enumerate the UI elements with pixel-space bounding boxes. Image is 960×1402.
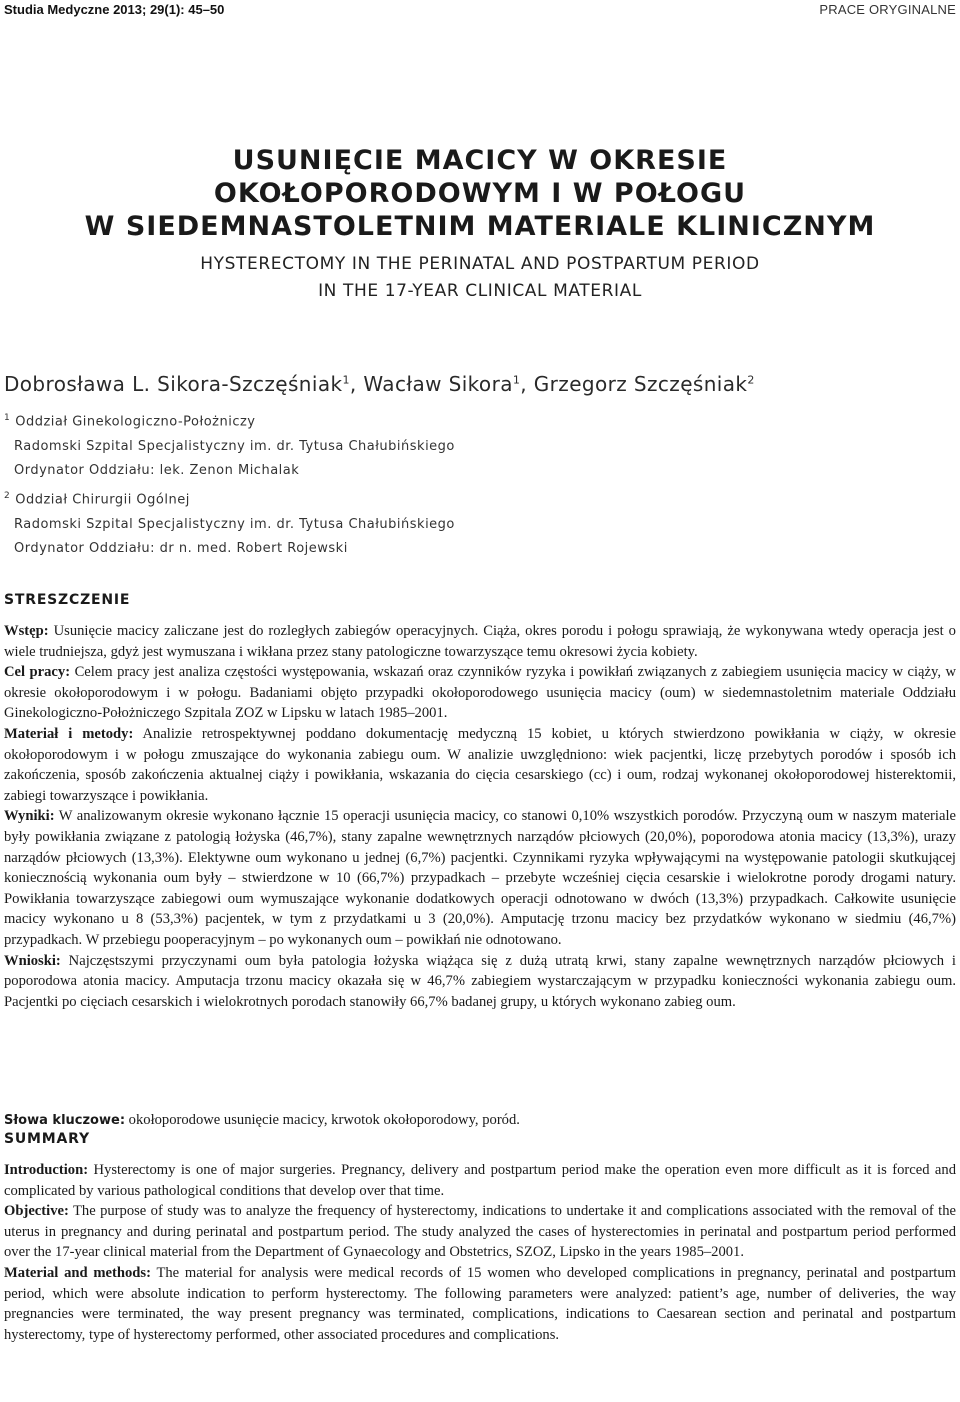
abstract-paragraph xyxy=(4,1201,956,1263)
author-separator: , xyxy=(349,372,364,396)
abstract-paragraph xyxy=(4,1263,956,1345)
title-polish xyxy=(0,144,960,243)
author-name: Wacław Sikora xyxy=(363,372,513,396)
author-list xyxy=(4,372,755,396)
paragraph-text: Usunięcie macicy zaliczane jest do rozległych zabiegów operacyjnych. Ciąża, okres porodu i połogu sprawiają, że wykonywana wtedy operacja jest o wiele trudniejsza, gdyż jest wymuszana i wikłana przez stany patologiczne towarzyszące temu okresowi życia kobiety. xyxy=(4,623,956,660)
title-line: W SIEDEMNASTOLETNIM MATERIALE KLINICZNYM xyxy=(84,211,876,242)
affiliation-text: Oddział Ginekologiczno-Położniczy xyxy=(15,414,256,430)
affiliation-mark: 1 xyxy=(4,413,11,423)
paragraph-text: W analizowanym okresie wykonano łącznie 15 operacji usunięcia macicy, co stanowi 0,10% wszystkich porodów. Przyczyną oum w naszym materiale były powikłania związane z patologią łożyska (46,7%), stany zapalne wewnętrznych narządów płciowych (20,0%), poporodowa atonia macicy (13,3%), urazy narządów płciowych (13,3%). Elektywne oum wykonano u jednej (6,7%) pacjentki. Czynnikami ryzyka wpływającymi na występowanie patologii skutkującej koniecznością wykonania oum były – stwierdzone w 10 (66,7%) przypadkach – przebyte wcześniej cięcia cesarskie i wielokrotne porody drogami natury. Powikłania towarzyszące zabiegowi oum wymuszające wykonanie dodatkowych operacji odnotowano w dwóch (13,3%) przypadkach. Całkowite usunięcie macicy wykonano u 8 (53,3%) pacjentek, w tym z przydatkami u 3 (20,0%). Amputację trzonu macicy bez przydatków wykonano w siedmiu (46,7%) przypadkach. W przebiegu pooperacyjnym – po wykonanych oum – powikłań nie odnotowano. xyxy=(4,808,956,948)
title-line: OKOŁOPORODOWYM I W POŁOGU xyxy=(213,178,747,209)
title-english xyxy=(0,251,960,305)
paragraph-label: Wstęp: xyxy=(4,623,49,639)
paragraph-label: Material and methods: xyxy=(4,1264,151,1281)
keywords-label: Słowa kluczowe: xyxy=(4,1113,126,1128)
summary-heading: SUMMARY xyxy=(4,1131,90,1147)
article-type: PRACE ORYGINALNE xyxy=(819,2,956,17)
summary-body xyxy=(4,1160,956,1345)
running-head xyxy=(4,2,956,17)
paragraph-text: The purpose of study was to analyze the frequency of hysterectomy, indications to undertake it and complications associated with the removal of the uterus in pregnancy and during perinatal and postpartum period. The study analyzed the cases of hysterectomies in perinatal and postpartum period performed over the 17-year clinical material from the Department of Gynaecology and Obstetrics, SZOZ, Lipsko in the years 1985–2001. xyxy=(4,1203,957,1261)
keywords-text: okołoporodowe usunięcie macicy, krwotok okołoporodowy, poród. xyxy=(128,1112,520,1128)
affiliation-line xyxy=(4,435,455,460)
paragraph-text: Celem pracy jest analiza częstości występowania, wskazań oraz czynników ryzyka i powikłań związanych z zabiegiem usunięcia macicy w ciąży, w okresie okołoporodowym i w połogu. Badaniami objęto przypadki okołoporodowego usunięcia macicy (oum) w siedemnastoletnim materiale Oddziału Ginekologiczno-Położniczego Szpitala ZOZ w Lipsku w latach 1985–2001. xyxy=(4,664,956,722)
author-name: Dobrosława L. Sikora-Szczęśniak xyxy=(4,372,343,396)
title-line: IN THE 17-YEAR CLINICAL MATERIAL xyxy=(318,281,642,301)
paragraph-text: Analizie retrospektywnej poddano dokumentację medyczną 15 kobiet, u których stwierdzono powikłania w ciąży, w okresie okołoporodowym i w połogu zmuszające do wykonania zabiegu oum. W analizie uwzględniono: wiek pacjentki, liczę przebytych porodów i sposób ich zakończenia, sposób zakończenia aktualnej ciąży i powikłania, wskazania do cięcia cesarskiego (cc) i oum, rodzaj wykonanej okołoporodowej histerektomii, zabiegi towarzyszące i powikłania. xyxy=(4,725,956,804)
affiliation-text: Ordynator Oddziału: lek. Zenon Michalak xyxy=(14,463,300,479)
paragraph-label: Wyniki: xyxy=(4,808,55,825)
author-affiliation-mark: 2 xyxy=(747,373,755,387)
title-line: USUNIĘCIE MACICY W OKRESIE xyxy=(232,145,728,176)
abstract-paragraph xyxy=(4,951,956,1013)
title-line: HYSTERECTOMY IN THE PERINATAL AND POSTPARTUM PERIOD xyxy=(200,254,760,274)
title-block xyxy=(0,144,960,305)
author-separator: , xyxy=(520,372,534,396)
abstract-paragraph xyxy=(4,724,956,806)
streszczenie-body xyxy=(4,621,956,1012)
affiliation-line xyxy=(4,537,455,562)
abstract-paragraph xyxy=(4,1160,956,1201)
affiliation-text: Oddział Chirurgii Ogólnej xyxy=(15,492,190,508)
author-affiliation-mark: 1 xyxy=(342,373,350,387)
paragraph-label: Introduction: xyxy=(4,1162,89,1178)
affiliation-line xyxy=(4,406,455,435)
affiliation-text: Ordynator Oddziału: dr n. med. Robert Rojewski xyxy=(14,541,348,557)
paragraph-text: Najczęstszymi przyczynami oum była patologia łożyska wiążąca się z dużą utratą krwi, stany zapalne wewnętrznych narządów płciowych i poporodowa atonia macicy. Amputacja trzonu macicy okazała się w 46,7% zabiegiem wystarczającym w przypadku konieczności wykonania zabiegu oum. Pacjentki po cięciach cesarskich i wielokrotnych porodach stanowiły 66,7% badanej grupy, u których wykonano zabieg oum. xyxy=(4,952,956,1010)
abstract-paragraph xyxy=(4,662,956,724)
paragraph-text: Hysterectomy is one of major surgeries. Pregnancy, delivery and postpartum period make the operation even more difficult as it is forced and complicated by various pathological conditions that develop over that time. xyxy=(4,1162,956,1199)
paragraph-label: Objective: xyxy=(4,1203,69,1220)
affiliations xyxy=(4,406,455,562)
keywords xyxy=(4,1112,520,1129)
streszczenie-heading: STRESZCZENIE xyxy=(4,592,131,608)
affiliation-text: Radomski Szpital Specjalistyczny im. dr. Tytusa Chałubińskiego xyxy=(14,438,455,454)
paragraph-label: Materiał i metody: xyxy=(4,725,134,742)
author-name: Grzegorz Szczęśniak xyxy=(533,372,748,396)
affiliation-text: Radomski Szpital Specjalistyczny im. dr. Tytusa Chałubińskiego xyxy=(14,516,455,532)
affiliation-line xyxy=(4,484,455,513)
author-affiliation-mark: 1 xyxy=(512,373,521,387)
journal-citation: Studia Medyczne 2013; 29(1): 45–50 xyxy=(4,2,225,17)
abstract-paragraph xyxy=(4,621,956,662)
affiliation-line xyxy=(4,513,455,538)
affiliation-mark: 2 xyxy=(4,490,11,501)
abstract-paragraph xyxy=(4,806,956,950)
affiliation-line xyxy=(4,459,455,484)
paragraph-text: The material for analysis were medical records of 15 women who developed complications in pregnancy, perinatal and postpartum period, which were absolute indication to perform hysterectomy. The following parameters were analyzed: patient’s age, number of deliveries, the way pregnancies were terminated, the way present pregnancy was terminated, complications, indications to Caesarean section and perinatal and postpartum hysterectomy, type of hysterectomy performed, other associated procedures and complications. xyxy=(4,1264,957,1343)
paragraph-label: Cel pracy: xyxy=(4,664,71,681)
paragraph-label: Wnioski: xyxy=(4,952,61,969)
